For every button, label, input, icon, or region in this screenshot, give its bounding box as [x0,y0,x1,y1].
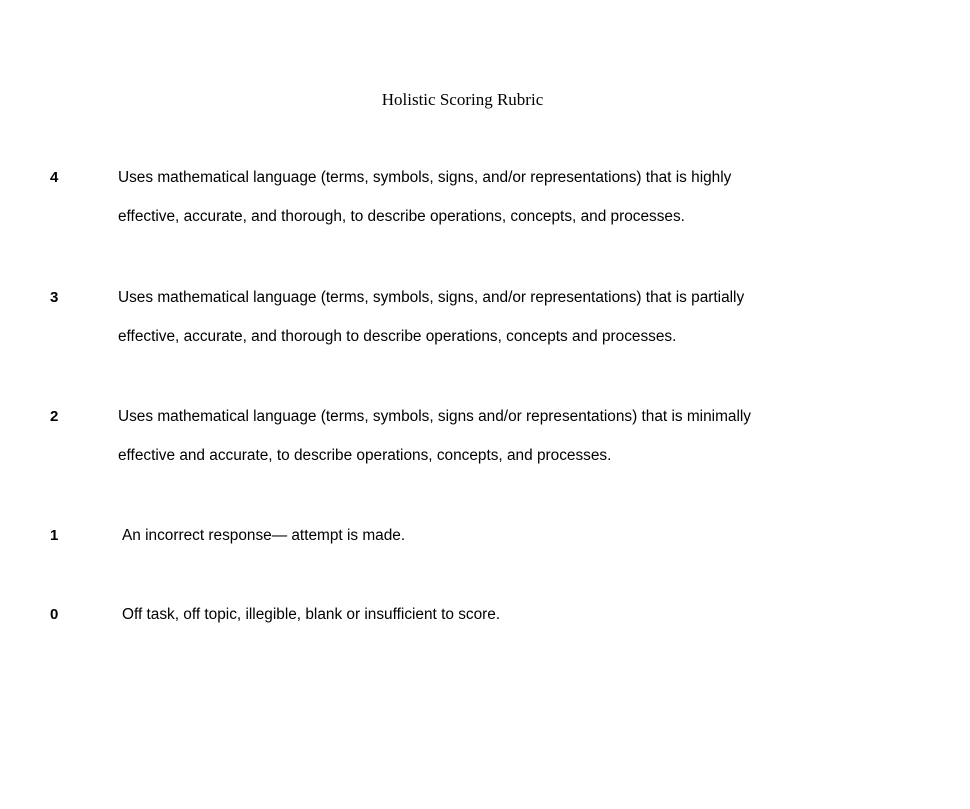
score-description [118,158,878,236]
description-line: effective, accurate, and thorough to describe operations, concepts and processes. [118,328,677,345]
description-line: Uses mathematical language (terms, symbols, signs, and/or representations) that is partially [118,289,745,306]
score-label: 0 [50,606,59,623]
description-line: Uses mathematical language (terms, symbols, signs, and/or representations) that is highly [118,169,732,186]
description-line: Uses mathematical language (terms, symbols, signs and/or representations) that is minimally [118,408,751,425]
description-line: Off task, off topic, illegible, blank or insufficient to score. [122,606,501,623]
description-line: effective, accurate, and thorough, to describe operations, concepts, and processes. [118,208,685,225]
score-label: 4 [50,169,59,186]
score-label: 3 [50,289,59,306]
description-line: An incorrect response— attempt is made. [122,527,406,544]
score-description [122,516,882,555]
description-line: effective and accurate, to describe operations, concepts, and processes. [118,447,612,464]
score-description [122,595,882,634]
score-label: 1 [50,527,59,544]
score-label: 2 [50,408,59,425]
rubric-title: Holistic Scoring Rubric [381,90,544,109]
score-description [118,278,878,356]
score-description [118,397,878,475]
